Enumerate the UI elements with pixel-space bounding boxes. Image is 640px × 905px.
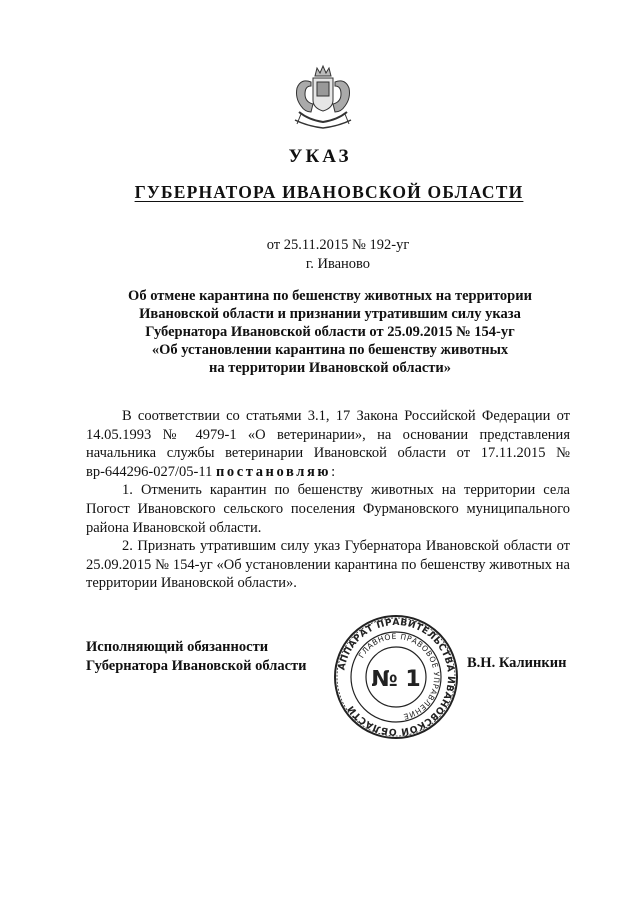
decree-body — [86, 407, 570, 593]
official-stamp — [333, 614, 459, 740]
decree-word: постановляю — [215, 463, 332, 480]
decree-colon: : — [331, 463, 336, 480]
item-paragraph-1: 1. Отменить карантин по бешенству животных на территории села Погост Ивановского сельского поселения Фурмановского муниципального района Ивановской области. — [86, 482, 570, 536]
subject-line: «Об установлении карантина по бешенству животных — [151, 342, 509, 358]
decree-city: г. Иваново — [305, 256, 371, 272]
date-block — [0, 236, 640, 274]
signatory-name: В.Н. Калинкин — [467, 655, 567, 671]
stamp-number: № 1 — [371, 667, 421, 692]
decree-subject — [80, 287, 580, 377]
preamble-paragraph — [86, 407, 570, 481]
decree-date-number: от 25.11.2015 № 192-уг — [266, 237, 410, 253]
preamble-text: В соответствии со статьями 3.1, 17 Закона Российской Федерации от 14.05.1993 № 4979-1 «О ветеринарии», на основании представления начальника службы ветеринарии Ивановской области от 17.11.2015 № вр-644296-027/05-11 — [86, 408, 570, 480]
item-paragraph-2: 2. Признать утратившим силу указ Губернатора Ивановской области от 25.09.2015 № 154-уг «Об установлении карантина по бешенству животных на территории Ивановской области». — [86, 538, 570, 592]
document-title: УКАЗ — [288, 146, 352, 167]
position-line: Исполняющий обязанности — [86, 639, 269, 655]
position-line: Губернатора Ивановской области — [86, 657, 307, 674]
signatory-position — [86, 638, 307, 675]
stamp-inner-text: ГЛАВНОЕ ПРАВОВОЕ УПРАВЛЕНИЕ — [356, 631, 442, 722]
subject-line: Об отмене карантина по бешенству животных на территории — [128, 288, 532, 304]
subject-line: Губернатора Ивановской области от 25.09.2015 № 154-уг — [145, 324, 515, 340]
coat-of-arms-icon — [287, 62, 359, 132]
subject-line: Ивановской области и признании утратившим силу указа — [139, 306, 521, 322]
issuer-title: ГУБЕРНАТОРА ИВАНОВСКОЙ ОБЛАСТИ — [134, 182, 524, 202]
subject-line: на территории Ивановской области» — [209, 360, 451, 376]
stamp-ring-text: АППАРАТ ПРАВИТЕЛЬСТВА ИВАНОВСКОЙ ОБЛАСТИ — [336, 616, 457, 738]
